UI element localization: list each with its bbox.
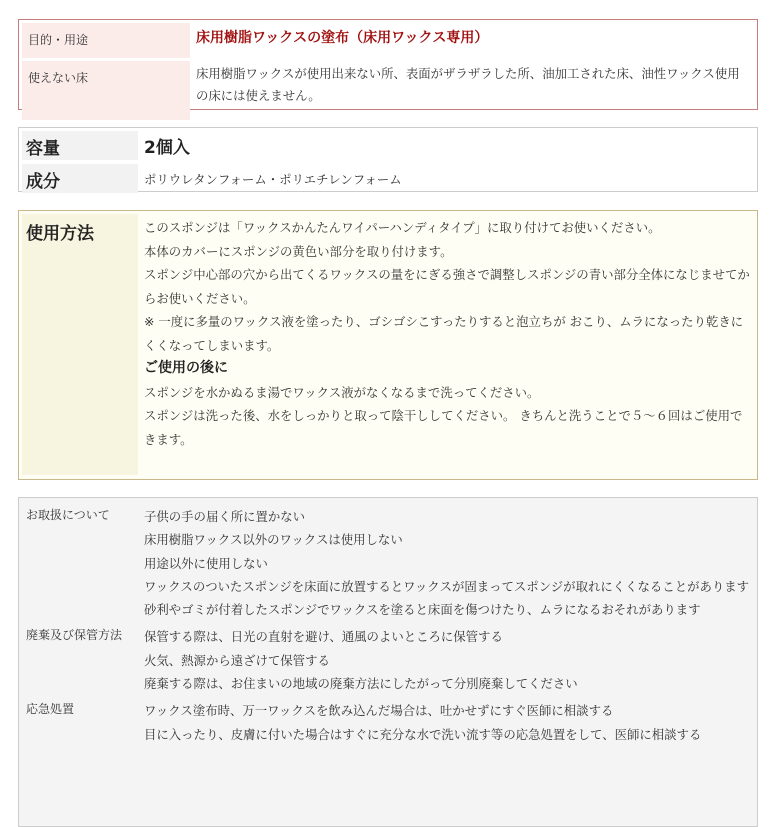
usage-body xyxy=(138,214,754,475)
handling-line: 砂利やゴミが付着したスポンジでワックスを塗ると床面を傷つけたり、ムラになるおそれがあります xyxy=(144,602,701,618)
capacity-label: 容量 xyxy=(22,131,138,160)
unusable-floor-label: 使えない床 xyxy=(22,58,190,120)
handling-line: ワックスのついたスポンジを床面に放置するとワックスが固まってスポンジが取れにくくなることがあります xyxy=(144,578,750,594)
ingredients-value: ポリウレタンフォーム・ポリエチレンフォーム xyxy=(138,160,754,193)
specs-table xyxy=(18,127,758,192)
usage-label: 使用方法 xyxy=(22,214,138,475)
usage-table xyxy=(18,210,758,480)
first-aid-body xyxy=(138,695,754,746)
usage-line: ※ 一度に多量のワックス液を塗ったり、ゴシゴシこすったりすると泡立ちが おこり、ムラになったり乾きにくくなってしまいます。 xyxy=(144,314,744,353)
usage-line: スポンジ中心部の穴から出てくるワックスの量をにぎる強さで調整しスポンジの青い部分全体になじませてからお使いください。 xyxy=(144,267,750,306)
first-aid-line: 目に入ったり、皮膚に付いた場合はすぐに充分な水で洗い流す等の応急処置をして、医師に相談する xyxy=(144,726,702,742)
after-use-line: スポンジは洗った後、水をしっかりと取って陰干ししてください。 きちんと洗うことで５～６回はご使用できます。 xyxy=(144,408,743,447)
disposal-storage-body xyxy=(138,621,754,695)
handling-line: 子供の手の届く所に置かない xyxy=(144,509,306,524)
disposal-line: 火気、熱源から遠ざけて保管する xyxy=(144,652,330,668)
after-use-line: スポンジを水かぬるま湯でワックス液がなくなるまで洗ってください。 xyxy=(144,384,540,400)
first-aid-line: ワックス塗布時、万一ワックスを飲み込んだ場合は、吐かせずにすぐ医師に相談する xyxy=(144,703,614,719)
after-use-heading: ご使用の後に xyxy=(144,360,228,376)
disposal-line: 廃棄する際は、お住まいの地域の廃棄方法にしたがって分別廃棄してください xyxy=(144,676,578,692)
handling-label: お取扱について xyxy=(26,508,110,522)
usage-line: 本体のカバーにスポンジの黄色い部分を取り付けます。 xyxy=(144,243,453,259)
handling-table xyxy=(18,497,758,827)
purpose-table xyxy=(18,19,758,110)
first-aid-label: 応急処置 xyxy=(26,702,75,717)
handling-line: 床用樹脂ワックス以外のワックスは使用しない xyxy=(144,532,403,548)
disposal-line: 保管する際は、日光の直射を避け、通風のよいところに保管する xyxy=(144,629,503,645)
disposal-storage-label: 廃棄及び保管方法 xyxy=(26,628,123,643)
unusable-floor-value: 床用樹脂ワックスが使用出来ない所、表面がザラザラした所、油加工された床、油性ワックス使用の床には使えません。 xyxy=(190,58,754,120)
purpose-label: 目的・用途 xyxy=(22,23,190,58)
usage-line: このスポンジは「ワックスかんたんワイパーハンディタイプ」に取り付けてお使いください。 xyxy=(144,220,661,235)
handling-body xyxy=(138,501,754,621)
capacity-value: 2個入 xyxy=(144,138,190,158)
ingredients-label: 成分 xyxy=(22,160,138,193)
purpose-value: 床用樹脂ワックスの塗布（床用ワックス専用） xyxy=(196,30,489,46)
handling-line: 用途以外に使用しない xyxy=(144,555,268,571)
